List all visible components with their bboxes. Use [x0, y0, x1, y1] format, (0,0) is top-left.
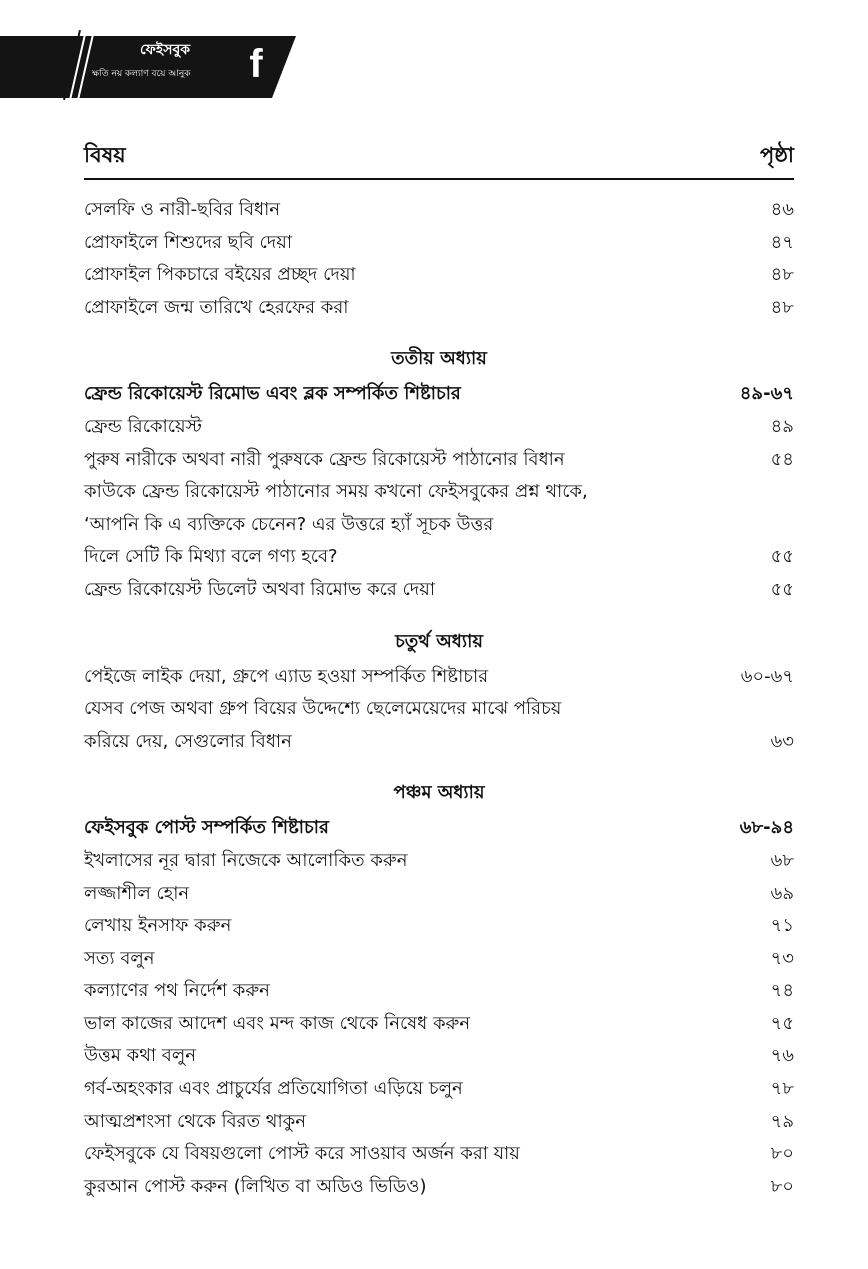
entry-page: ৪৯-৬৭	[739, 383, 794, 405]
banner-title: ফেইসবুক	[140, 42, 191, 58]
entry-page: ৭১	[770, 915, 794, 937]
entry-title: আত্মপ্রশংসা থেকে বিরত থাকুন	[84, 1110, 307, 1132]
entry-title: করিয়ে দেয়, সেগুলোর বিধান	[84, 730, 292, 752]
entry-page: ৪৬	[770, 199, 794, 220]
entry-title: গর্ব-অহংকার এবং প্রাচুর্যের প্রতিযোগিতা এড়িয়ে চলুন	[84, 1078, 463, 1100]
topic-column-header: বিষয়	[84, 143, 126, 167]
entry-page: ৭৮	[770, 1078, 794, 1100]
entry-title: ফ্রেন্ড রিকোয়েস্ট রিমোভ এবং ব্লক সম্পর্কিত শিষ্টাচার	[84, 383, 461, 405]
entry-page: ৪৭	[770, 231, 794, 253]
entry-page: ৫৫	[770, 578, 794, 600]
entry-page: ৭৩	[770, 947, 794, 969]
toc-entry[interactable]	[84, 574, 794, 607]
entry-title: পেইজে লাইক দেয়া, গ্রুপে এ্যাড হওয়া সম্পর্কিত শিষ্টাচার	[84, 665, 489, 687]
entry-page: ৬৮	[770, 849, 794, 871]
toc-entry[interactable]	[84, 878, 794, 911]
entry-page: ৪৮	[770, 296, 794, 318]
entry-title: দিলে সেটি কি মিথ্যা বলে গণ্য হবে?	[84, 546, 338, 568]
toc-entry[interactable]	[84, 194, 794, 227]
entry-title: উত্তম কথা বলুন	[84, 1045, 196, 1067]
toc-entry[interactable]	[84, 661, 794, 694]
entry-title: ফ্রেন্ড রিকোয়েস্ট	[84, 415, 202, 437]
entry-title: ফেইসবুকে যে বিষয়গুলো পোস্ট করে সাওয়াব অর্জন করা যায়	[84, 1143, 520, 1165]
facebook-logo-icon: f	[249, 42, 263, 86]
toc-entry[interactable]	[84, 845, 794, 878]
entry-title: কাউকে ফ্রেন্ড রিকোয়েস্ট পাঠানোর সময় কখনো ফেইসবুকের প্রশ্ন থাকে,	[84, 481, 588, 503]
chapter-heading: ততীয় অধ্যায়	[391, 348, 487, 370]
entry-title: ইখলাসের নূর দ্বারা নিজেকে আলোকিত করুন	[84, 849, 408, 871]
toc-entry[interactable]	[84, 1106, 794, 1139]
toc-entry[interactable]	[84, 693, 794, 726]
entry-title: লেখায় ইনসাফ করুন	[84, 915, 232, 937]
entry-page: ৬০-৬৭	[740, 665, 794, 687]
toc-section-entry[interactable]	[84, 378, 794, 411]
entry-page: ৪৯	[770, 415, 794, 437]
entry-page: ৮০	[770, 1143, 794, 1165]
entry-page: ৫৪	[770, 448, 794, 470]
entry-title: ফেইসবুক পোস্ট সম্পর্কিত শিষ্টাচার	[84, 817, 329, 839]
entry-page: ৫৫	[770, 546, 794, 568]
toc-entry[interactable]	[84, 726, 794, 759]
toc-entry[interactable]	[84, 227, 794, 260]
chapter-heading: চতুর্থ অধ্যায়	[395, 630, 483, 652]
entry-page: ৬৩	[770, 730, 794, 752]
toc-entry[interactable]	[84, 1008, 794, 1041]
page-column-header: পৃষ্ঠা	[759, 143, 794, 167]
toc-entry[interactable]	[84, 1040, 794, 1073]
toc-entry[interactable]	[84, 975, 794, 1008]
entry-page: ৪৮	[770, 264, 794, 286]
entry-title: ফ্রেন্ড রিকোয়েস্ট ডিলেট অথবা রিমোভ করে দেয়া	[84, 578, 436, 600]
table-of-contents	[84, 138, 794, 1203]
toc-entry[interactable]	[84, 509, 794, 542]
entry-page: ৮০	[770, 1175, 794, 1197]
toc-entry[interactable]	[84, 259, 794, 292]
entry-title: সেলফি ও নারী-ছবির বিধান	[84, 199, 281, 220]
toc-entry[interactable]	[84, 444, 794, 477]
entry-page: ৭৪	[770, 980, 794, 1002]
entry-title: যেসব পেজ অথবা গ্রুপ বিয়ের উদ্দেশ্যে ছেলেমেয়েদের মাঝে পরিচয়	[84, 698, 562, 720]
entry-page: ৭৬	[770, 1045, 794, 1067]
toc-entry[interactable]	[84, 476, 794, 509]
entry-title: প্রোফাইল পিকচারে বইয়ের প্রচ্ছদ দেয়া	[84, 264, 356, 286]
entry-title: লজ্জাশীল হোন	[84, 882, 190, 904]
toc-entry[interactable]	[84, 1171, 794, 1204]
toc-entry[interactable]	[84, 292, 794, 325]
entry-page: ৭৫	[770, 1012, 794, 1034]
entry-page: ৬৯	[770, 882, 794, 904]
entry-title: সত্য বলুন	[84, 947, 155, 969]
entry-page: ৬৮-৯৪	[739, 817, 794, 839]
banner-subtitle: ক্ষতি নয় কল্যাণ বয়ে আনুক	[92, 69, 191, 79]
entry-title: কল্যাণের পথ নির্দেশ করুন	[84, 980, 270, 1002]
entry-title: প্রোফাইলে জন্ম তারিখে হেরফের করা	[84, 296, 349, 318]
toc-entry[interactable]	[84, 1073, 794, 1106]
toc-header	[84, 138, 794, 180]
entry-title: পুরুষ নারীকে অথবা নারী পুরুষকে ফ্রেন্ড রিকোয়েস্ট পাঠানোর বিধান	[84, 448, 565, 470]
toc-entry[interactable]	[84, 1138, 794, 1171]
entry-title: ভাল কাজের আদেশ এবং মন্দ কাজ থেকে নিষেধ করুন	[84, 1012, 471, 1034]
entry-title: প্রোফাইলে শিশুদের ছবি দেয়া	[84, 231, 293, 253]
entry-page: ৭৯	[770, 1110, 794, 1132]
entry-title: ‘আপনি কি এ ব্যক্তিকে চেনেন? এর উত্তরে হ্যাঁ সূচক উত্তর	[84, 513, 494, 535]
book-banner	[0, 30, 300, 100]
toc-section-entry[interactable]	[84, 812, 794, 845]
toc-entry[interactable]	[84, 943, 794, 976]
chapter-heading: পঞ্চম অধ্যায়	[393, 782, 485, 804]
toc-entry[interactable]	[84, 411, 794, 444]
toc-entry[interactable]	[84, 541, 794, 574]
toc-entry[interactable]	[84, 910, 794, 943]
entry-title: কুরআন পোস্ট করুন (লিখিত বা অডিও ভিডিও)	[84, 1175, 427, 1197]
